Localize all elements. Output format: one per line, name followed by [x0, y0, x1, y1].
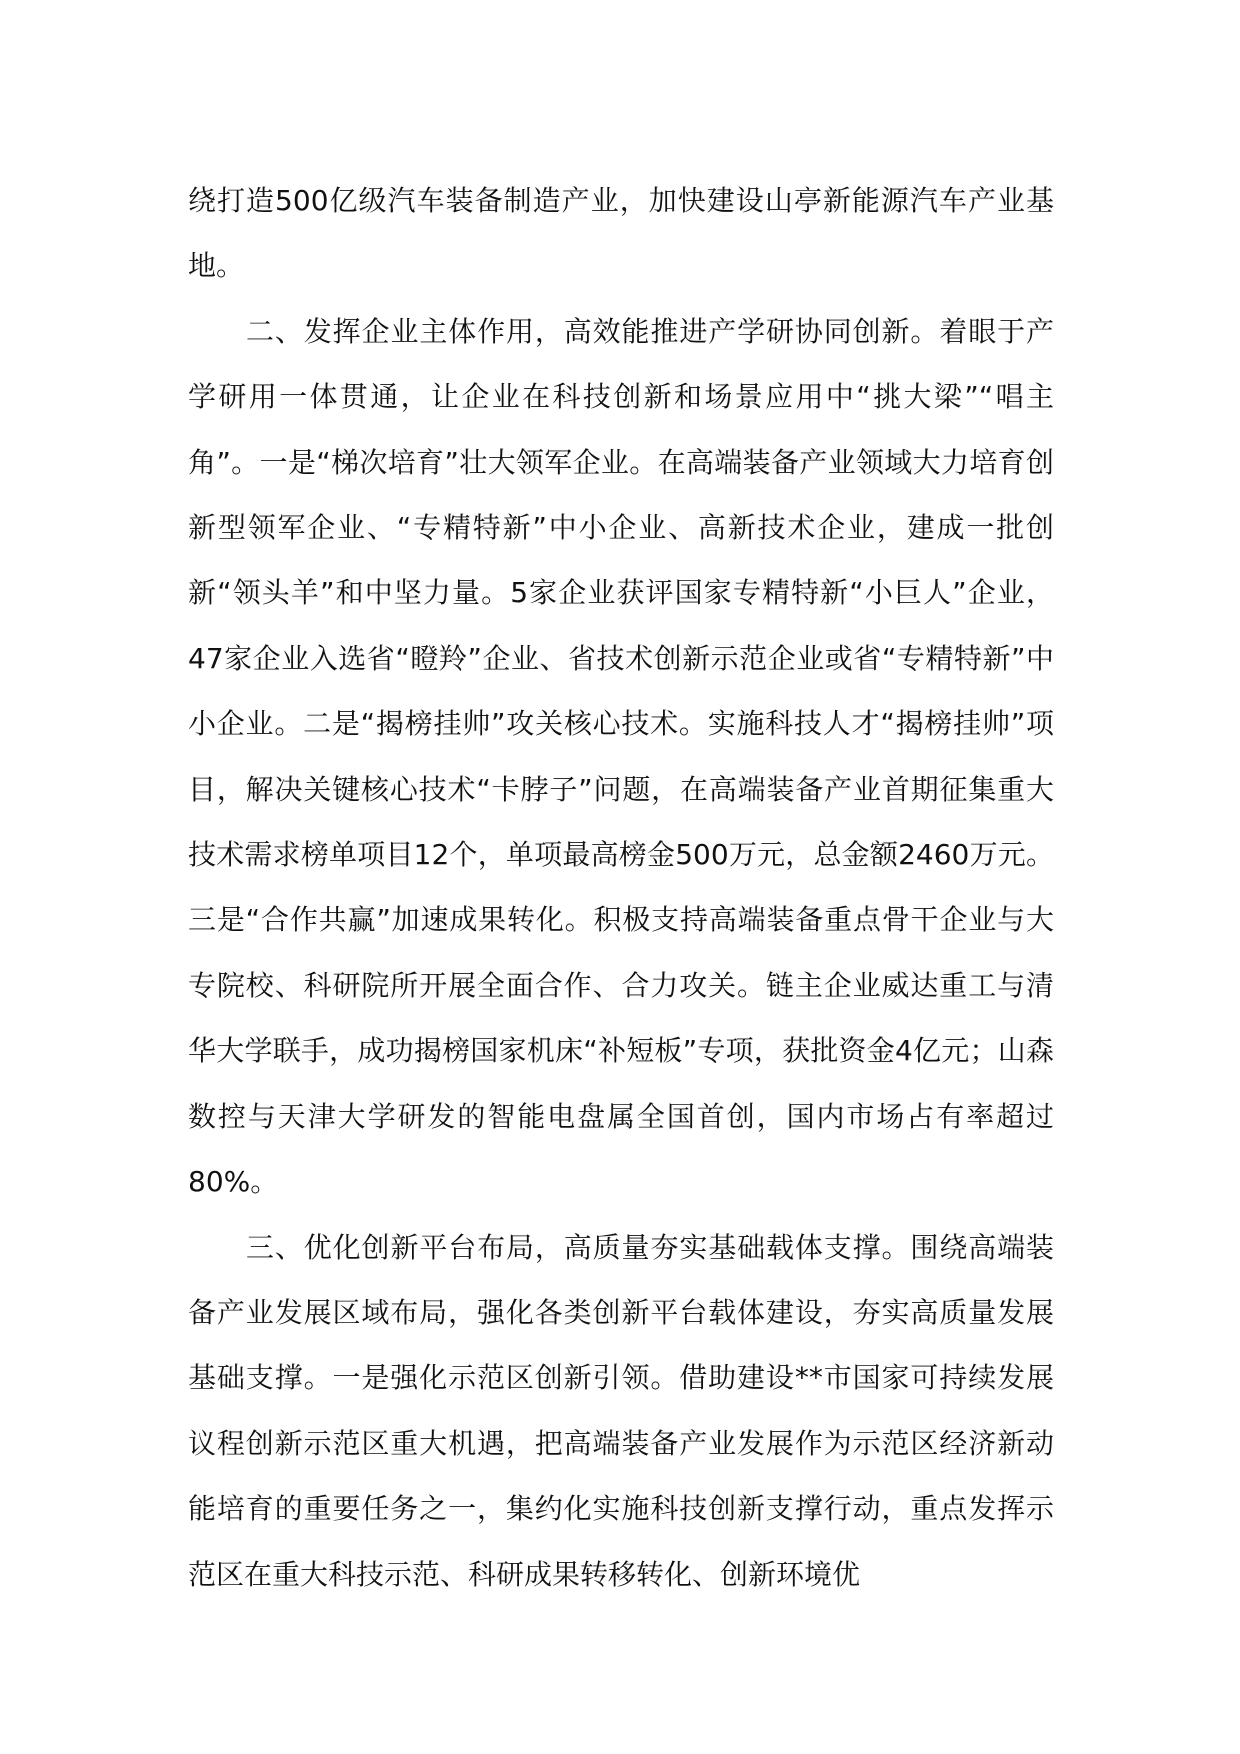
paragraph-section-two: 二、发挥企业主体作用，高效能推进产学研协同创新。着眼于产学研用一体贯通，让企业在科技创新和场景应用中“挑大梁”“唱主角”。一是“梯次培育”壮大领军企业。在高端装备产业领域大力培育创新型领军企业、“专精特新”中小企业、高新技术企业，建成一批创新“领头羊”和中坚力量。5家企业获评国家专精特新“小巨人”企业，47家企业入选省“瞪羚”企业、省技术创新示范企业或省“专精特新”中小企业。二是“揭榜挂帅”攻关核心技术。实施科技人才“揭榜挂帅”项目，解决关键核心技术“卡脖子”问题，在高端装备产业首期征集重大技术需求榜单项目12个，单项最高榜金500万元，总金额2460万元。三是“合作共赢”加速成果转化。积极支持高端装备重点骨干企业与大专院校、科研院所开展全面合作、合力攻关。链主企业威达重工与清华大学联手，成功揭榜国家机床“补短板”专项，获批资金4亿元；山森数控与天津大学研发的智能电盘属全国首创，国内市场占有率超过80%。	[188, 314, 1054, 1199]
document-body	[188, 168, 1054, 1607]
paragraph-section-three: 三、优化创新平台布局，高质量夯实基础载体支撑。围绕高端装备产业发展区域布局，强化各类创新平台载体建设，夯实高质量发展基础支撑。一是强化示范区创新引领。借助建设**市国家可持续发展议程创新示范区重大机遇，把高端装备产业发展作为示范区经济新动能培育的重要任务之一，集约化实施科技创新支撑行动，重点发挥示范区在重大科技示范、科研成果转移转化、创新环境优	[188, 1230, 1054, 1591]
paragraph-continuation: 绕打造500亿级汽车装备制造产业，加快建设山亭新能源汽车产业基地。	[188, 184, 1054, 283]
